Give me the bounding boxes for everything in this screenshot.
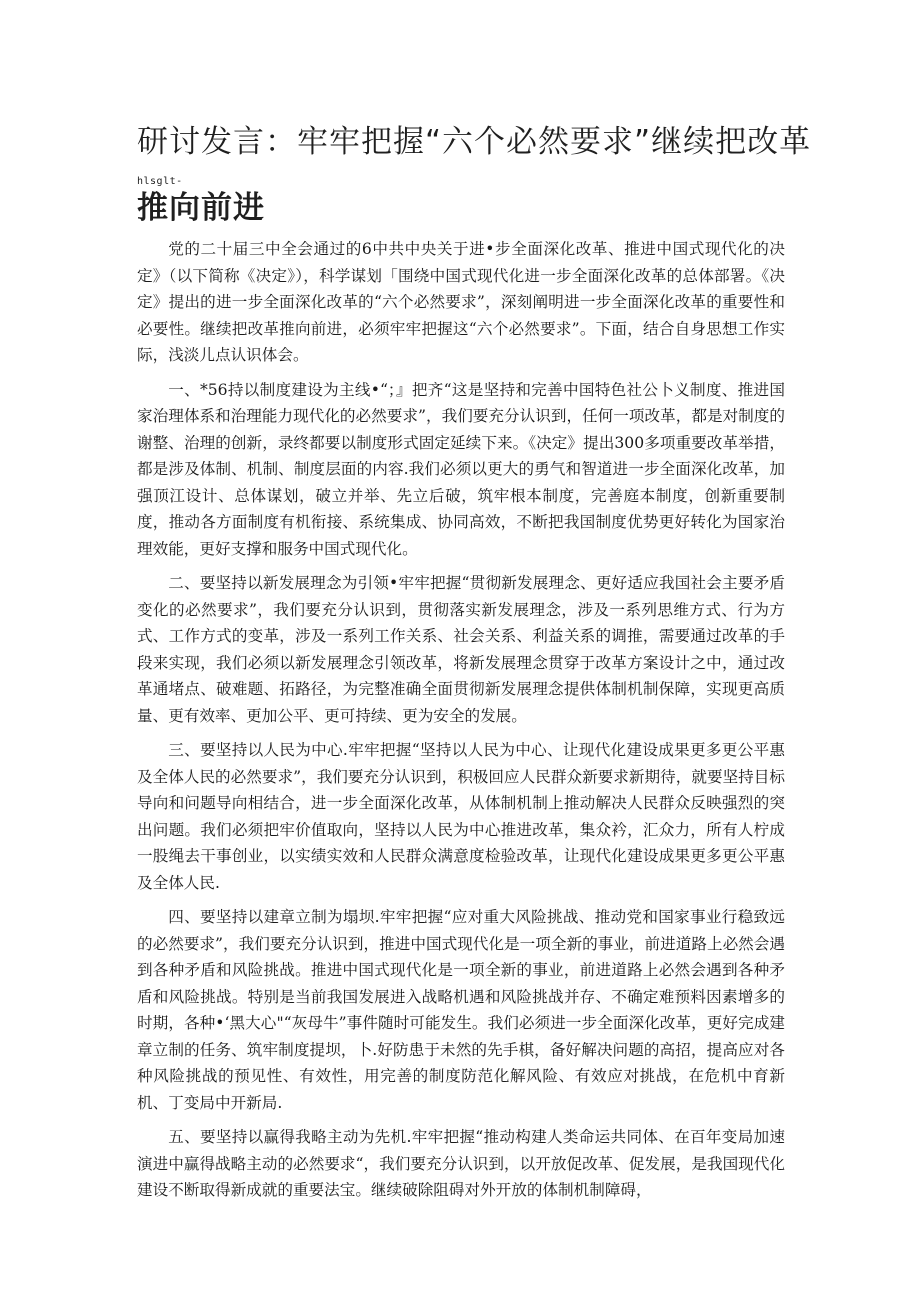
paragraph-point-3: 三、要坚持以人民为中心.牢牢把握“坚持以人民为中心、让现代化建设成果更多更公平惠及全体人民的必然要求”，我们要充分认识到，积极回应人民群众新要求新期待，就要坚持目标导向和问题导向相结合，进一步全面深化改革，从体制机制上推动解决人民群众反映强烈的突出问题。我们必须把牢价值取向，坚持以人民为中心推进改革，集众衿，汇众力，所有人柠成一股绳去干事创业，以实绩实效和人民群众满意度检验改革，让现代化建设成果更多更公平惠及全体人民. (137, 741, 785, 892)
paragraph-point-1: 一、*56持以制度建设为主线•“；』把齐“这是坚持和完善中国特色社公卜义制度、推进国家治理体系和治理能力现代化的必然要求”，我们要充分认识到，任何一项改革，都是对制度的谢整、治理的创新，录终都要以制度形式固定延续下来。《决定》提出300多项重要改革举措，都是涉及体制、机制、制度层面的内容.我们必须以更大的勇气和智道进一步全面深化改革，加强顶江设计、总体谋划，破立并举、先立后破，筑牢根本制度，完善庭本制度，创新重要制度，推动各方面制度有机衔接、系统集成、协同高效，不断把我国制度优势更好转化为国家治理效能，更好支撑和服务中国式现代化。 (137, 380, 785, 558)
paragraph-point-2: 二、要坚持以新发展理念为引领•牢牢把握“贯彻新发展理念、更好适应我国社会主要矛盾变化的必然要求”，我们要充分认识到，贯彻落实新发展理念，涉及一系列思维方式、行为方式、工作方式的变革，涉及一系列工作关系、社会关系、利益关系的调推，需要通过改革的手段来实现，我们必须以新发展理念引领改革，将新发展理念贯穿于改革方案设计之中，通过改革通堵点、破难题、拓路径，为完整准确全面贯彻新发展理念提供体制机制保障，实现更高质量、更有效率、更加公平、更可持续、更为安全的发展。 (137, 574, 785, 725)
document-title-line-2: 推向前进 (137, 190, 265, 226)
paragraph-intro: 党的二十届三中全会通过的6中共中央关于进•步全面深化改革、推进中国式现代化的决定》（以下简称《决定》），科学谋划「围绕中国式现代化进一步全面深化改革的总体部署。《决定》提出的进一步全面深化改革的“六个必然要求”，深刻阐明进一步全面深化改革的重要性和必要性。继续把改革推向前进，必须牢牢把握这“六个必然要求”。下面，结合自身思想工作实际，浅淡儿点认识体会。 (137, 240, 785, 364)
paragraph-point-4: 四、要坚持以建章立制为塌坝.牢牢把握“应对重大风险挑战、推动党和国家事业行稳致远的必然要求”，我们要充分认识到，推进中国式现代化是一项全新的事业，前进道路上必然会遇到各种矛盾和风险挑战。推进中国式现代化是一项全新的事业，前进道路上必然会遇到各种矛盾和风险挑战。特别是当前我国发展进入战略机遇和风险挑战并存、不确定难预料因素增多的时期，各种•‘黑大心"“灰母牛”事件随时可能发生。我们必须进一步全面深化改革，更好完成建章立制的任务、筑牢制度提坝，卜.好防患于未然的先手棋，备好解决问题的高招，提高应对各种风险挑战的预见性、有效性，用完善的制度防范化解风险、有效应对挑战，在危机中育新机、丁变局中开新局. (137, 908, 785, 1112)
document-body (137, 236, 785, 1212)
scan-artifact-text: hlsglt- (137, 176, 183, 187)
paragraph-point-5: 五、要坚持以赢得我略主动为先机.牢牢把握“推动构建人类命运共同体、在百年变局加速演进中赢得战略主动的必然要求“，我们要充分认识到，以开放促改革、促发展，是我国现代化建设不断取得新成就的重要法宝。继续破除阻碍对外开放的体制机制障碍， (137, 1128, 785, 1199)
document-title-line-1: 研讨发言：牢牢把握“六个必然要求”继续把改革 (137, 124, 812, 160)
